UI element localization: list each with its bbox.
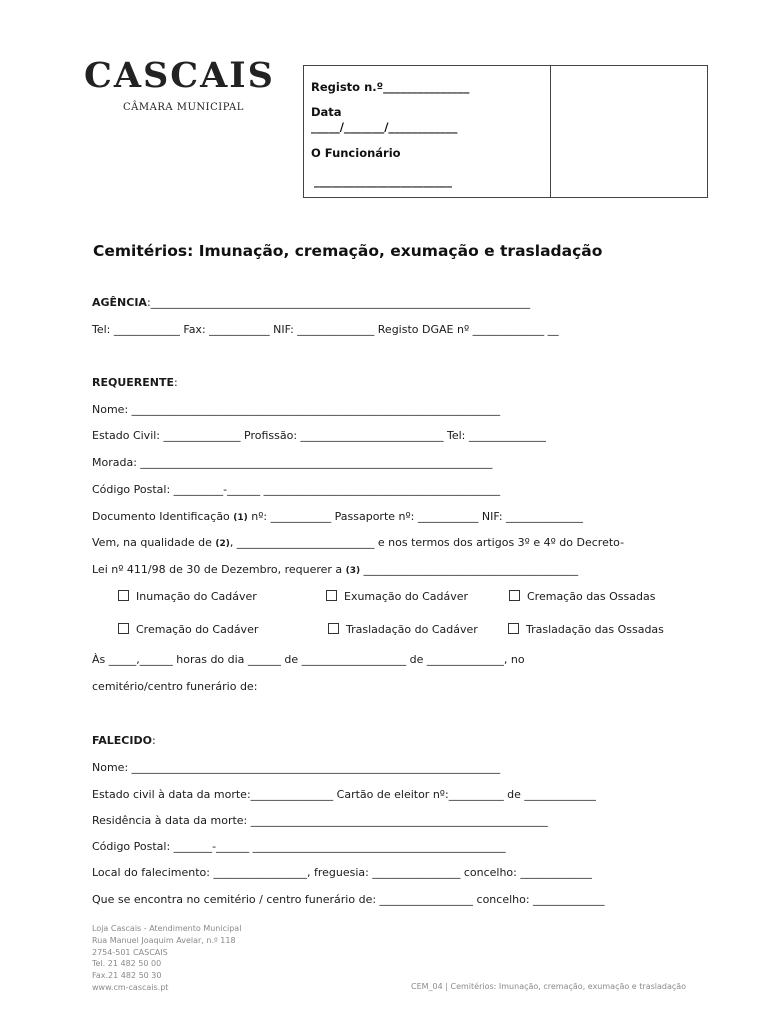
requerente-lei-row[interactable] [92,563,578,576]
option-label: Exumação do Cadáver [344,590,469,603]
requerente-codigo-row[interactable]: Código Postal: _________-______ ___________________________________________ [92,483,501,496]
agencia-label: AGÊNCIA [92,296,147,309]
documento-fields[interactable]: nº: ___________ Passaporte nº: ___________ NIF: ______________ [247,510,584,523]
footer-line: Tel. 21 482 50 00 [92,959,162,969]
falecido-cemiterio-row[interactable]: Que se encontra no cemitério / centro funerário de: _________________ concelho: _____________ [92,893,605,906]
checkbox-icon[interactable] [509,590,520,601]
checkbox-icon[interactable] [118,590,129,601]
requerente-estado-row[interactable]: Estado Civil: ______________ Profissão: __________________________ Tel: ______________ [92,429,546,442]
requerente-nome-field[interactable]: Nome: ___________________________________________________________________ [92,403,501,416]
lei-field[interactable]: _______________________________________ [360,563,579,576]
cascais-logo: CASCAIS [84,55,275,96]
option-label: Inumação do Cadáver [136,590,257,603]
requerente-documento-row[interactable] [92,510,583,523]
falecido-codigo-row[interactable]: Código Postal: _______-______ ______________________________________________ [92,840,506,853]
qualidade-field[interactable]: , _________________________ e nos termos dos artigos 3º e 4º do Decreto- [229,536,625,549]
checkbox-icon[interactable] [328,623,339,634]
option-exumacao-cadaver[interactable] [326,590,468,603]
footer-website-link[interactable]: www.cm-cascais.pt [92,982,169,992]
horas-row[interactable]: Às _____,______ horas do dia ______ de ___________________ de ______________, no [92,653,525,666]
option-cremacao-ossadas[interactable] [509,590,655,603]
requerente-qualidade-row[interactable] [92,536,624,549]
option-inumacao-cadaver[interactable] [118,590,257,603]
page-title: Cemitérios: Imunação, cremação, exumação e trasladação [93,242,603,260]
option-cremacao-cadaver[interactable] [118,623,258,636]
ref-3: (3) [345,566,361,576]
falecido-label: FALECIDO [92,734,152,747]
documento-label: Documento Identificação [92,510,234,523]
checkbox-icon[interactable] [326,590,337,601]
agencia-field[interactable]: :_____________________________________________________________________ [146,296,531,309]
logo-subtitle: CÂMARA MUNICIPAL [123,102,244,113]
registo-field[interactable]: Registo n.º_______________ [311,80,470,94]
falecido-colon: : [151,734,156,747]
falecido-estado-row[interactable]: Estado civil à data da morte:_______________ Cartão de eleitor nº:__________ de _____________ [92,788,596,801]
option-trasladacao-ossadas[interactable] [508,623,664,636]
checkbox-icon[interactable] [508,623,519,634]
registo-box-divider [550,65,551,198]
requerente-colon: : [174,376,178,389]
option-label: Trasladação do Cadáver [346,623,478,636]
falecido-local-row[interactable]: Local do falecimento: _________________, freguesia: ________________ concelho: _____________ [92,866,592,879]
footer-line: Fax.21 482 50 30 [92,971,162,981]
requerente-label: REQUERENTE [92,376,174,389]
requerente-heading [92,376,178,389]
option-label: Trasladação das Ossadas [526,623,664,636]
footer-line: Loja Cascais - Atendimento Municipal [92,924,242,933]
falecido-residencia-field[interactable]: Residência à data da morte: ______________________________________________________ [92,814,548,827]
checkbox-icon[interactable] [118,623,129,634]
falecido-nome-field[interactable]: Nome: ___________________________________________________________________ [92,761,501,774]
qualidade-label: Vem, na qualidade de [92,536,216,549]
funcionario-field[interactable]: ________________________ [314,174,452,188]
ref-1: (1) [233,513,248,523]
cemiterio-label: cemitério/centro funerário de: [92,680,258,693]
ref-2: (2) [215,539,230,549]
footer-line: Rua Manuel Joaquim Avelar, n.º 118 [92,935,236,945]
lei-label: Lei nº 411/98 de 30 de Dezembro, requerer a [92,563,346,576]
funcionario-label: O Funcionário [311,146,401,160]
footer-line: 2754-501 CASCAIS [92,947,168,957]
requerente-morada-field[interactable]: Morada: ________________________________________________________________ [92,456,493,469]
falecido-heading [92,734,156,747]
footer-document-ref: CEM_04 | Cemitérios: Imunação, cremação, exumação e trasladação [411,982,687,991]
option-label: Cremação do Cadáver [136,623,259,636]
option-label: Cremação das Ossadas [527,590,656,603]
agencia-contacts-row[interactable]: Tel: ____________ Fax: ___________ NIF: ______________ Registo DGAE nº _____________ __ [92,323,559,336]
agencia-row[interactable] [92,296,530,309]
footer-address [92,923,241,994]
data-label: Data [311,105,342,119]
data-field[interactable]: _____/_______/____________ [311,120,458,134]
option-trasladacao-cadaver[interactable] [328,623,478,636]
